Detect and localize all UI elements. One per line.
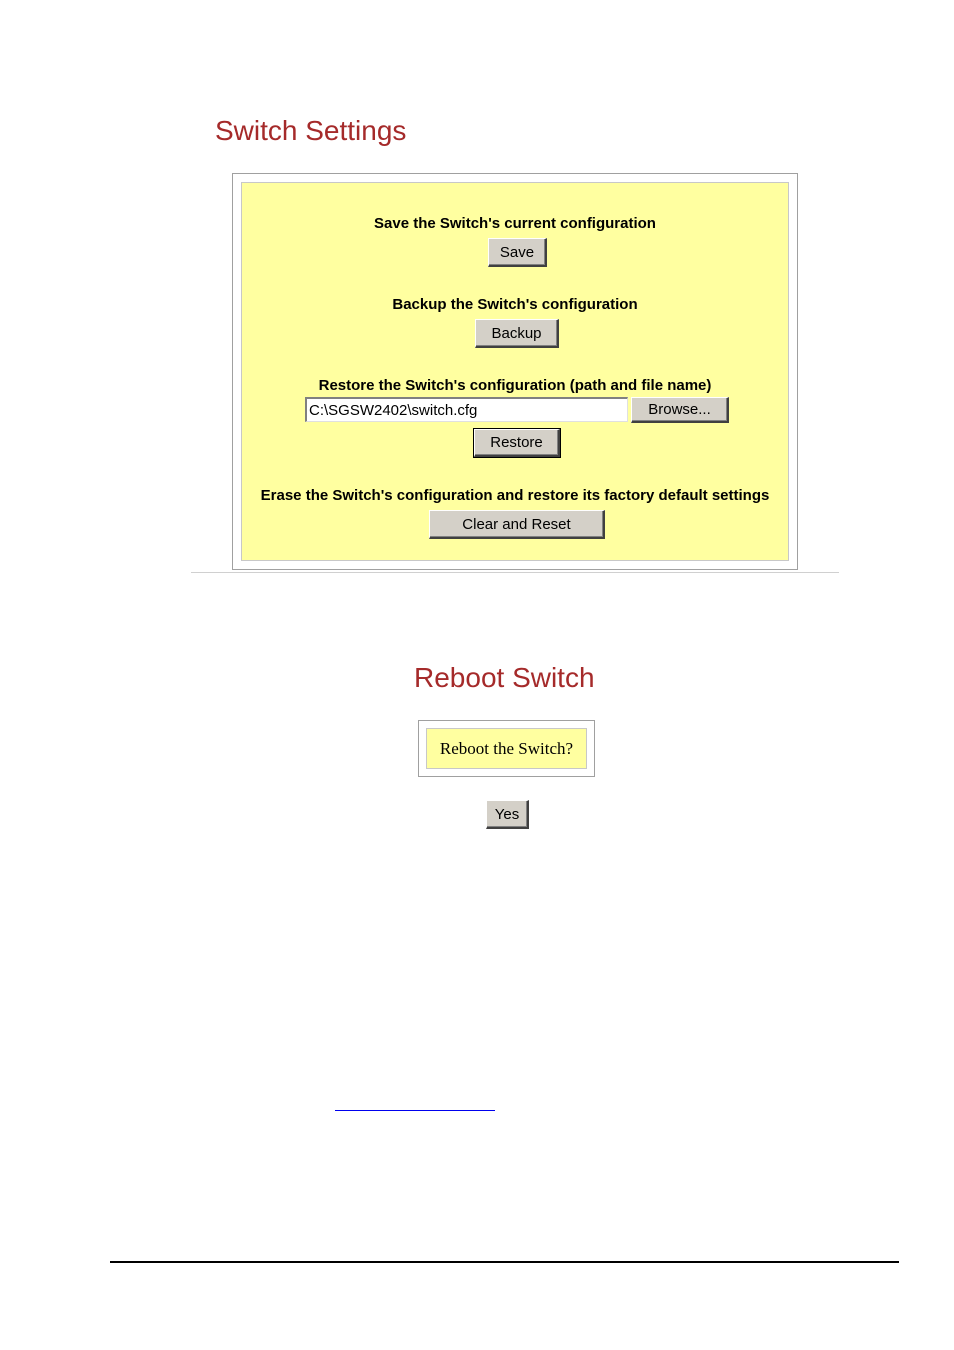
save-config-label: Save the Switch's current configuration [374, 215, 656, 232]
reboot-yes-button[interactable]: Yes [486, 800, 529, 829]
switch-settings-panel-body [241, 182, 789, 561]
reboot-question-box [418, 720, 595, 777]
reboot-question-text: Reboot the Switch? [426, 728, 587, 769]
footer-divider [110, 1261, 899, 1263]
restore-button[interactable]: Restore [474, 429, 560, 457]
backup-button[interactable]: Backup [475, 319, 559, 348]
erase-config-label: Erase the Switch's configuration and restore its factory default settings [260, 487, 770, 504]
restore-file-path-input[interactable] [305, 397, 628, 422]
switch-settings-panel [232, 173, 798, 570]
clear-and-reset-button[interactable]: Clear and Reset [429, 510, 605, 539]
browse-button[interactable]: Browse... [631, 397, 729, 423]
switch-settings-title: Switch Settings [215, 115, 407, 146]
backup-config-label: Backup the Switch's configuration [392, 296, 638, 313]
reboot-switch-title: Reboot Switch [414, 662, 595, 693]
hyperlink-underline[interactable] [335, 1110, 495, 1111]
save-button[interactable]: Save [488, 238, 547, 267]
settings-divider [191, 572, 839, 573]
restore-config-label: Restore the Switch's configuration (path and file name) [318, 377, 712, 394]
